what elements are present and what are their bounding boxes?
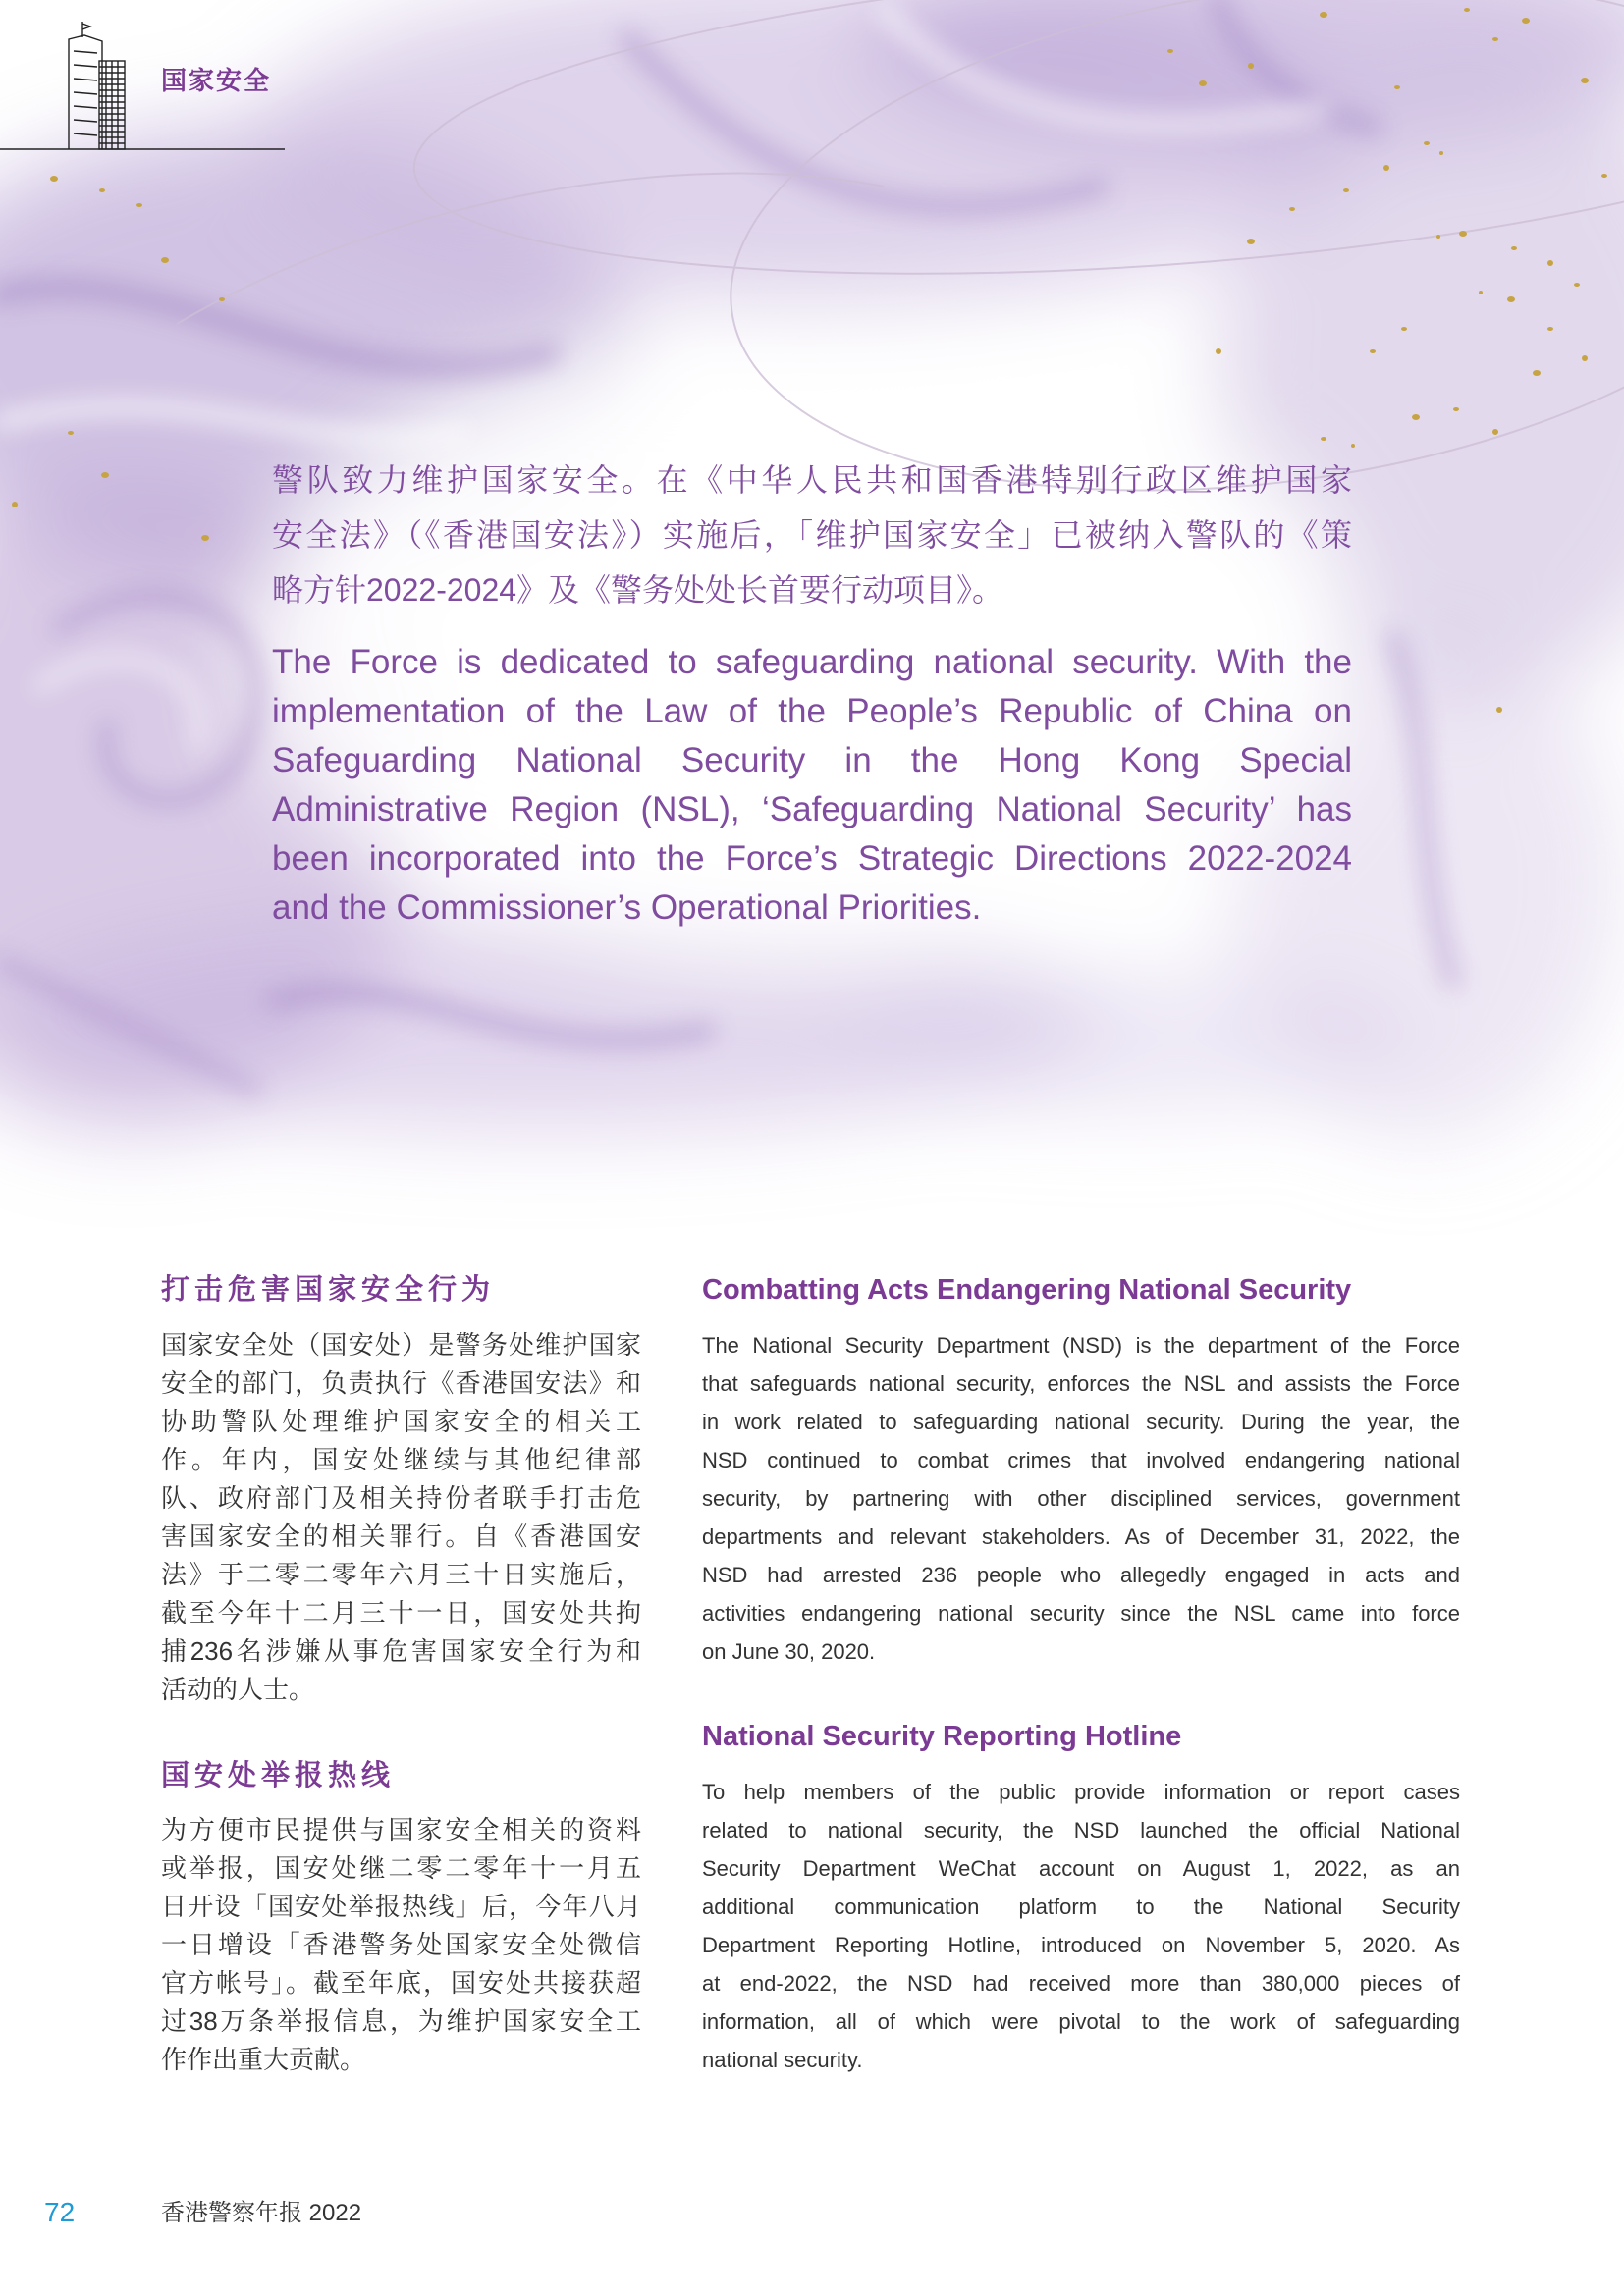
text-line: 作作出重大贡献。: [161, 2045, 366, 2074]
section-body-en-hotline: [702, 1773, 1460, 2079]
text-line: 为方便市民提供与国家安全相关的资料: [161, 1815, 641, 1844]
text-line: on June 30, 2020.: [702, 1639, 876, 1664]
text-line: 安全法》（《香港国安法》）实施后，「维护国家安全」已被纳入警队的《策: [272, 517, 1352, 553]
text-line: departments and relevant stakeholders. As of December 31, 2022, the: [702, 1524, 1460, 1549]
text-line: Administrative Region (NSL), ‘Safeguarding National Security’ has: [272, 790, 1352, 828]
text-line: 警队致力维护国家安全。在《中华人民共和国香港特别行政区维护国家: [272, 462, 1352, 498]
section-body-zh-hotline: [161, 1811, 641, 2079]
text-line: implementation of the Law of the People’s Republic of China on: [272, 692, 1352, 730]
text-line: Security Department WeChat account on August 1, 2022, as an: [702, 1856, 1460, 1881]
text-line: at end-2022, the NSD had received more than 380,000 pieces of: [702, 1971, 1460, 1996]
text-line: 略方针2022-2024》及《警务处处长首要行动项目》。: [272, 572, 1004, 608]
text-line: Safeguarding National Security in the Hong Kong Special: [272, 741, 1352, 779]
text-line: activities endangering national security since the NSL came into force: [702, 1601, 1460, 1626]
text-line: 队、政府部门及相关持份者联手打击危: [161, 1483, 641, 1513]
text-line: 捕236名涉嫌从事危害国家安全行为和: [161, 1636, 641, 1666]
text-line: 截至今年十二月三十一日，国安处共拘: [161, 1598, 641, 1628]
text-line: 法》于二零二零年六月三十日实施后，: [161, 1560, 641, 1589]
section-label: 国家安全: [161, 66, 272, 95]
text-line: and the Commissioner’s Operational Priorities.: [272, 888, 982, 927]
text-line: related to national security, the NSD launched the official National: [702, 1818, 1460, 1842]
text-line: national security.: [702, 2048, 863, 2072]
text-line: To help members of the public provide information or report cases: [702, 1780, 1460, 1804]
section-heading-en-hotline: National Security Reporting Hotline: [702, 1721, 1182, 1752]
text-line: NSD continued to combat crimes that involved endangering national: [702, 1448, 1460, 1472]
publication-title: 香港警察年报 2022: [161, 2200, 362, 2226]
text-line: 日开设「国安处举报热线」后，今年八月: [161, 1892, 641, 1921]
text-line: information, all of which were pivotal to the work of safeguarding: [702, 2009, 1460, 2034]
text-line: in work related to safeguarding national security. During the year, the: [702, 1410, 1460, 1434]
text-line: been incorporated into the Force’s Strategic Directions 2022-2024: [272, 839, 1352, 878]
section-body-zh-combatting: [161, 1326, 641, 1709]
intro-paragraph-en: [272, 638, 1352, 933]
text-line: additional communication platform to the National Security: [702, 1895, 1460, 1919]
text-line: The Force is dedicated to safeguarding national security. With the: [272, 643, 1352, 681]
text-line: 国家安全处（国安处）是警务处维护国家: [161, 1330, 641, 1360]
intro-paragraph-zh: [272, 453, 1352, 617]
section-body-en-combatting: [702, 1326, 1460, 1671]
text-line: The National Security Department (NSD) is the department of the Force: [702, 1333, 1460, 1358]
page-number: 72: [44, 2197, 76, 2227]
text-line: 安全的部门，负责执行《香港国安法》和: [161, 1368, 641, 1398]
text-line: 一日增设「香港警务处国家安全处微信: [161, 1930, 641, 1959]
text-line: security, by partnering with other disciplined services, government: [702, 1486, 1460, 1511]
text-line: 协助警队处理维护国家安全的相关工: [161, 1407, 641, 1436]
section-heading-zh-combatting: 打击危害国家安全行为: [161, 1274, 496, 1306]
text-line: 害国家安全的相关罪行。自《香港国安: [161, 1522, 641, 1551]
text-line: Department Reporting Hotline, introduced on November 5, 2020. As: [702, 1933, 1460, 1957]
section-heading-en-combatting: Combatting Acts Endangering National Security: [702, 1274, 1352, 1306]
text-line: 过38万条举报信息，为维护国家安全工: [161, 2006, 641, 2036]
section-heading-zh-hotline: 国安处举报热线: [161, 1760, 396, 1791]
text-line: 活动的人士。: [161, 1675, 315, 1704]
text-line: 作。年内，国安处继续与其他纪律部: [161, 1445, 641, 1474]
text-line: NSD had arrested 236 people who allegedly engaged in acts and: [702, 1563, 1460, 1587]
text-line: 官方帐号」。截至年底，国安处共接获超: [161, 1968, 641, 1998]
text-line: 或举报，国安处继二零二零年十一月五: [161, 1853, 641, 1883]
text-line: that safeguards national security, enforces the NSL and assists the Force: [702, 1371, 1460, 1396]
